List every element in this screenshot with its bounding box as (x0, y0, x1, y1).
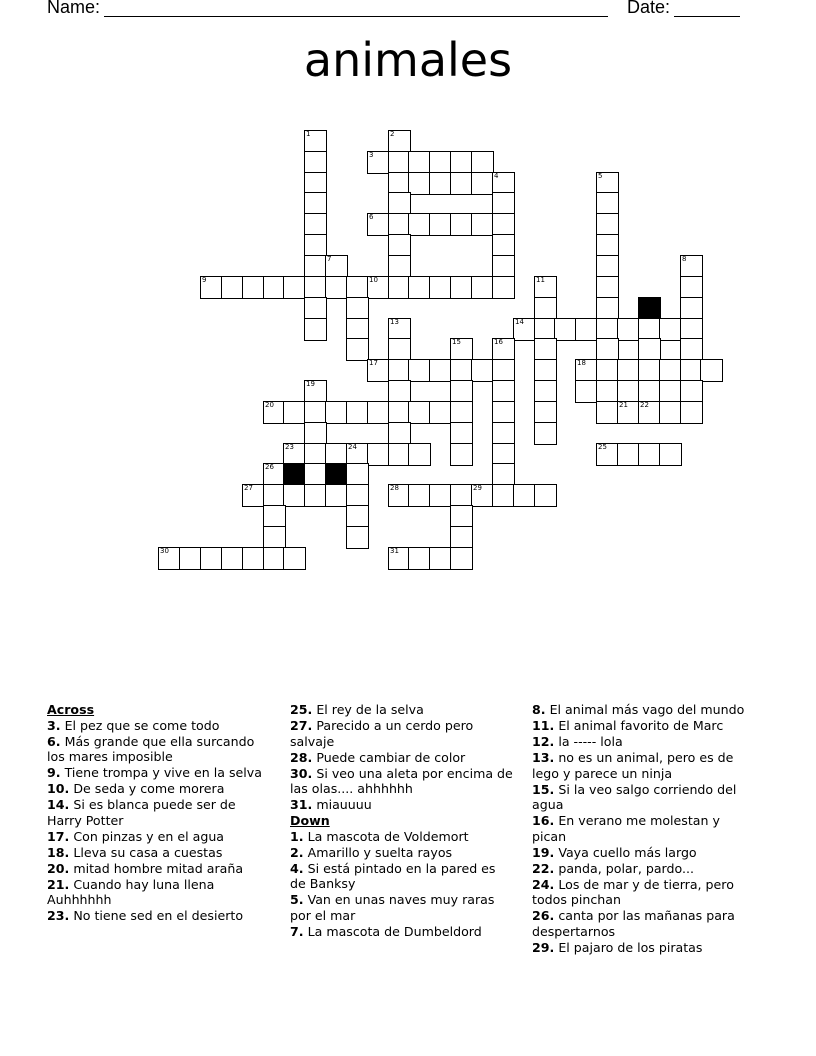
clue-item-number: 30. (290, 765, 313, 781)
grid-cell[interactable] (596, 276, 619, 299)
grid-cell[interactable] (221, 276, 244, 299)
grid-cell[interactable] (638, 443, 661, 466)
clue-number: 31 (390, 547, 399, 555)
name-label: Name: (47, 0, 101, 17)
grid-cell[interactable] (304, 213, 327, 236)
grid-cell[interactable] (492, 255, 515, 278)
grid-cell[interactable] (367, 213, 390, 236)
grid-cell[interactable] (242, 547, 265, 570)
clue-item (290, 845, 515, 861)
clue-item-text: Los de mar y de tierra, pero todos pinchan (532, 876, 734, 907)
clue-number: 30 (160, 547, 169, 555)
grid-cell[interactable] (388, 234, 411, 257)
clue-number: 15 (452, 338, 461, 346)
clue-item (532, 718, 757, 734)
clue-number: 25 (598, 443, 607, 451)
clue-column-2 (290, 702, 515, 940)
clue-number: 5 (598, 172, 603, 180)
clue-item-text: Vaya cuello más largo (558, 844, 697, 860)
grid-cell[interactable] (596, 234, 619, 257)
clue-item-number: 2. (290, 844, 304, 860)
grid-cell[interactable] (304, 130, 327, 153)
grid-cell[interactable] (408, 172, 431, 195)
grid-cell[interactable] (450, 213, 473, 236)
clue-number: 24 (348, 443, 357, 451)
grid-cell[interactable] (659, 380, 682, 403)
grid-cell[interactable] (346, 297, 369, 320)
clue-item-text: El pajaro de los piratas (558, 939, 703, 955)
clue-item-number: 7. (290, 923, 304, 939)
grid-cell[interactable] (680, 255, 703, 278)
clue-item-number: 17. (47, 828, 70, 844)
grid-cell[interactable] (346, 484, 369, 507)
grid-cell[interactable] (450, 505, 473, 528)
clue-item-number: 19. (532, 844, 555, 860)
clue-number: 21 (619, 401, 628, 409)
grid-cell[interactable] (304, 484, 327, 507)
clue-item-number: 6. (47, 733, 61, 749)
grid-cell[interactable] (304, 380, 327, 403)
clue-item-number: 25. (290, 702, 313, 717)
clue-item-text: la ----- lola (558, 734, 623, 749)
clue-item (532, 734, 757, 750)
clue-number: 2 (390, 130, 395, 138)
grid-cell[interactable] (283, 547, 306, 570)
grid-cell[interactable] (680, 380, 703, 403)
grid-cell[interactable] (263, 526, 286, 549)
clue-number: 16 (494, 338, 503, 346)
clue-number: 1 (306, 130, 311, 138)
clue-number: 3 (369, 151, 374, 159)
clue-item-number: 1. (290, 828, 304, 844)
grid-cell[interactable] (283, 484, 306, 507)
clue-item-text: Tiene trompa y vive en la selva (64, 765, 262, 780)
clue-item-number: 31. (290, 797, 313, 812)
grid-cell[interactable] (492, 463, 515, 486)
black-cell (325, 463, 348, 486)
grid-cell[interactable] (659, 401, 682, 424)
grid-cell[interactable] (325, 484, 348, 507)
clue-number: 10 (369, 276, 378, 284)
grid-cell[interactable] (471, 359, 494, 382)
grid-cell[interactable] (450, 276, 473, 299)
clue-item-number: 26. (532, 908, 555, 923)
grid-cell[interactable] (304, 318, 327, 341)
clue-number: 14 (515, 318, 524, 326)
clue-item (290, 766, 515, 797)
grid-cell[interactable] (680, 338, 703, 361)
grid-cell[interactable] (388, 380, 411, 403)
grid-cell[interactable] (450, 338, 473, 361)
grid-cell[interactable] (534, 338, 557, 361)
clue-item-text: mitad hombre mitad araña (73, 860, 244, 876)
clue-item (532, 702, 757, 718)
grid-cell[interactable] (304, 422, 327, 445)
puzzle-title: animales (303, 33, 513, 87)
grid-cell[interactable] (200, 276, 223, 299)
grid-cell[interactable] (408, 276, 431, 299)
clue-item (47, 797, 272, 828)
clue-number: 11 (536, 276, 545, 284)
clue-number: 23 (285, 443, 294, 451)
clue-item-number: 24. (532, 876, 555, 892)
grid-cell[interactable] (429, 484, 452, 507)
grid-cell[interactable] (492, 401, 515, 424)
clue-item-number: 11. (532, 718, 555, 733)
grid-cell[interactable] (534, 380, 557, 403)
grid-cell[interactable] (304, 401, 327, 424)
grid-cell[interactable] (304, 234, 327, 257)
grid-cell[interactable] (304, 255, 327, 278)
grid-cell[interactable] (471, 484, 494, 507)
clue-item (532, 940, 757, 956)
grid-cell[interactable] (534, 276, 557, 299)
grid-cell[interactable] (471, 276, 494, 299)
clue-item-text: La mascota de Dumbeldord (307, 923, 482, 939)
grid-cell[interactable] (429, 547, 452, 570)
grid-cell[interactable] (367, 151, 390, 174)
grid-cell[interactable] (450, 526, 473, 549)
grid-cell[interactable] (304, 151, 327, 174)
grid-cell[interactable] (492, 276, 515, 299)
clue-item-number: 16. (532, 813, 555, 828)
grid-cell[interactable] (575, 359, 598, 382)
section-heading-across: Across (47, 702, 95, 717)
grid-cell[interactable] (575, 380, 598, 403)
clue-item-number: 14. (47, 797, 70, 812)
clue-item (47, 734, 272, 765)
grid-cell[interactable] (680, 297, 703, 320)
grid-cell[interactable] (638, 401, 661, 424)
grid-cell[interactable] (367, 359, 390, 382)
clue-item-text: Más grande que ella surcando los mares imposible (47, 733, 255, 764)
clue-item-text: En verano me molestan y pican (532, 813, 720, 844)
grid-cell[interactable] (680, 276, 703, 299)
grid-cell[interactable] (346, 338, 369, 361)
clue-item-text: Cuando hay luna llena Auhhhhhh (47, 876, 215, 907)
grid-cell[interactable] (596, 380, 619, 403)
grid-cell[interactable] (429, 276, 452, 299)
clue-item (47, 718, 272, 734)
grid-cell[interactable] (596, 213, 619, 236)
clue-item-text: El pez que se come todo (64, 717, 220, 733)
grid-cell[interactable] (513, 484, 536, 507)
clue-item-text: Si está pintado en la pared es de Banksy (290, 860, 496, 891)
grid-cell[interactable] (534, 297, 557, 320)
clue-number: 28 (390, 484, 399, 492)
grid-cell[interactable] (408, 484, 431, 507)
clue-item-number: 12. (532, 734, 555, 749)
grid-cell[interactable] (596, 401, 619, 424)
clue-column-1 (47, 702, 272, 924)
clue-item-number: 28. (290, 749, 313, 765)
clue-item-number: 29. (532, 939, 555, 955)
grid-cell[interactable] (408, 443, 431, 466)
grid-cell[interactable] (471, 172, 494, 195)
clue-column-3 (532, 702, 757, 956)
clue-item-text: El animal favorito de Marc (558, 718, 724, 733)
clue-item-number: 20. (47, 860, 70, 876)
grid-cell[interactable] (450, 443, 473, 466)
grid-cell[interactable] (575, 318, 598, 341)
clue-number: 17 (369, 359, 378, 367)
grid-cell[interactable] (471, 213, 494, 236)
clue-item (532, 877, 757, 908)
grid-cell[interactable] (346, 276, 369, 299)
clue-item (532, 845, 757, 861)
clue-item (290, 924, 515, 940)
grid-cell[interactable] (200, 547, 223, 570)
grid-cell[interactable] (534, 401, 557, 424)
clue-item-text: El rey de la selva (316, 702, 424, 717)
grid-cell[interactable] (450, 380, 473, 403)
clue-item (290, 861, 515, 892)
grid-cell[interactable] (346, 463, 369, 486)
grid-cell[interactable] (554, 318, 577, 341)
clue-item-text: Si la veo salgo corriendo del agua (532, 781, 737, 812)
date-label: Date: (627, 0, 671, 17)
grid-cell[interactable] (513, 318, 536, 341)
clue-item-text: miauuuu (316, 797, 372, 812)
clue-number: 22 (640, 401, 649, 409)
clue-item-text: Van en unas naves muy raras por el mar (290, 892, 495, 923)
grid-cell[interactable] (492, 359, 515, 382)
grid-cell[interactable] (450, 484, 473, 507)
grid-cell[interactable] (450, 172, 473, 195)
grid-cell[interactable] (680, 401, 703, 424)
clue-item-number: 9. (47, 765, 61, 780)
grid-cell[interactable] (429, 172, 452, 195)
clue-item (290, 702, 515, 718)
clue-item (47, 845, 272, 861)
clue-item-text: panda, polar, pardo... (558, 860, 694, 876)
clue-number: 9 (202, 276, 207, 284)
grid-cell[interactable] (700, 359, 723, 382)
clue-item (532, 813, 757, 844)
grid-cell[interactable] (388, 255, 411, 278)
grid-cell[interactable] (346, 505, 369, 528)
clue-item-number: 27. (290, 718, 313, 733)
grid-cell[interactable] (304, 297, 327, 320)
clue-item (290, 750, 515, 766)
grid-cell[interactable] (408, 547, 431, 570)
grid-cell[interactable] (429, 359, 452, 382)
grid-cell[interactable] (388, 338, 411, 361)
clue-item-text: Puede cambiar de color (316, 749, 466, 765)
clue-item-text: No tiene sed en el desierto (73, 908, 244, 923)
grid-cell[interactable] (492, 213, 515, 236)
grid-cell[interactable] (242, 484, 265, 507)
clue-item (47, 861, 272, 877)
grid-cell[interactable] (367, 276, 390, 299)
grid-cell[interactable] (346, 401, 369, 424)
clue-number: 26 (265, 463, 274, 471)
clue-number: 4 (494, 172, 499, 180)
grid-cell[interactable] (617, 359, 640, 382)
clue-number: 20 (265, 401, 274, 409)
clue-item (290, 829, 515, 845)
grid-cell[interactable] (596, 443, 619, 466)
clue-item-text: De seda y come morera (73, 781, 225, 796)
grid-cell[interactable] (283, 401, 306, 424)
grid-cell[interactable] (367, 443, 390, 466)
grid-cell[interactable] (429, 213, 452, 236)
clue-item (290, 892, 515, 923)
clue-item-number: 18. (47, 844, 70, 860)
grid-cell[interactable] (429, 401, 452, 424)
clue-item-number: 15. (532, 781, 555, 797)
grid-cell[interactable] (492, 338, 515, 361)
clue-item-number: 5. (290, 892, 304, 907)
grid-cell[interactable] (492, 484, 515, 507)
grid-cell[interactable] (450, 547, 473, 570)
grid-cell[interactable] (492, 234, 515, 257)
grid-cell[interactable] (638, 338, 661, 361)
grid-cell[interactable] (325, 276, 348, 299)
clue-item-number: 21. (47, 876, 70, 892)
clue-item-text: Si veo una aleta por encima de las olas.... ahhhhhh (290, 765, 513, 796)
grid-cell[interactable] (408, 359, 431, 382)
clue-item-number: 4. (290, 860, 304, 876)
clue-item (532, 908, 757, 939)
clue-number: 27 (244, 484, 253, 492)
clue-item (47, 829, 272, 845)
black-cell (638, 297, 661, 320)
grid-cell[interactable] (617, 318, 640, 341)
clue-item-number: 22. (532, 860, 555, 876)
clue-item (532, 782, 757, 813)
grid-cell[interactable] (263, 505, 286, 528)
grid-cell[interactable] (492, 422, 515, 445)
grid-cell[interactable] (283, 276, 306, 299)
grid-cell[interactable] (596, 255, 619, 278)
clue-item (47, 908, 272, 924)
black-cell (283, 463, 306, 486)
clue-item (290, 797, 515, 813)
grid-cell[interactable] (304, 463, 327, 486)
grid-cell[interactable] (638, 359, 661, 382)
clue-number: 19 (306, 380, 315, 388)
grid-cell[interactable] (179, 547, 202, 570)
clue-number: 29 (473, 484, 482, 492)
clue-item (290, 718, 515, 749)
grid-cell[interactable] (659, 443, 682, 466)
grid-cell[interactable] (534, 359, 557, 382)
grid-cell[interactable] (450, 422, 473, 445)
clue-item-number: 10. (47, 781, 70, 796)
grid-cell[interactable] (492, 192, 515, 215)
grid-cell[interactable] (617, 443, 640, 466)
clue-item-number: 13. (532, 750, 555, 765)
grid-cell[interactable] (325, 401, 348, 424)
grid-cell[interactable] (408, 401, 431, 424)
grid-cell[interactable] (304, 276, 327, 299)
grid-cell[interactable] (659, 359, 682, 382)
grid-cell[interactable] (388, 130, 411, 153)
clue-item-number: 8. (532, 702, 546, 717)
grid-cell[interactable] (388, 192, 411, 215)
grid-cell[interactable] (617, 401, 640, 424)
grid-cell[interactable] (596, 297, 619, 320)
clue-number: 7 (327, 255, 332, 263)
clue-item-number: 3. (47, 717, 61, 733)
grid-cell[interactable] (617, 380, 640, 403)
grid-cell[interactable] (596, 192, 619, 215)
grid-cell[interactable] (304, 192, 327, 215)
clue-item-text: no es un animal, pero es de lego y parece un ninja (532, 750, 734, 781)
grid-cell[interactable] (638, 380, 661, 403)
grid-cell[interactable] (367, 401, 390, 424)
grid-cell[interactable] (471, 151, 494, 174)
clue-item-text: Lleva su casa a cuestas (73, 844, 223, 860)
grid-cell[interactable] (346, 526, 369, 549)
grid-cell[interactable] (325, 255, 348, 278)
clue-item-text: Amarillo y suelta rayos (307, 844, 453, 860)
grid-cell[interactable] (221, 547, 244, 570)
clue-number: 18 (577, 359, 586, 367)
clue-item-text: Con pinzas y en el agua (73, 828, 225, 844)
grid-cell[interactable] (450, 401, 473, 424)
grid-cell[interactable] (596, 359, 619, 382)
clue-number: 12 (640, 297, 649, 305)
clue-item (532, 861, 757, 877)
clue-item (47, 877, 272, 908)
clue-number: 6 (369, 213, 374, 221)
grid-cell[interactable] (492, 380, 515, 403)
clue-item-text: El animal más vago del mundo (549, 702, 745, 717)
grid-cell[interactable] (408, 151, 431, 174)
grid-cell[interactable] (450, 359, 473, 382)
grid-cell[interactable] (534, 484, 557, 507)
clue-number: 8 (682, 255, 687, 263)
grid-cell[interactable] (158, 547, 181, 570)
grid-cell[interactable] (242, 276, 265, 299)
clue-item-text: Si es blanca puede ser de Harry Potter (47, 797, 236, 828)
grid-cell[interactable] (450, 151, 473, 174)
section-heading-down: Down (290, 813, 330, 828)
clue-item (47, 765, 272, 781)
grid-cell[interactable] (429, 151, 452, 174)
clue-item-number: 23. (47, 908, 70, 923)
clue-item-text: canta por las mañanas para despertarnos (532, 908, 735, 939)
grid-cell[interactable] (659, 318, 682, 341)
clue-item-text: Parecido a un cerdo pero salvaje (290, 718, 474, 749)
clue-number: 13 (390, 318, 399, 326)
grid-cell[interactable] (388, 422, 411, 445)
clue-item (47, 781, 272, 797)
grid-cell[interactable] (596, 338, 619, 361)
grid-cell[interactable] (534, 422, 557, 445)
clue-item (532, 750, 757, 781)
grid-cell[interactable] (408, 213, 431, 236)
clue-item-text: La mascota de Voldemort (307, 828, 469, 844)
